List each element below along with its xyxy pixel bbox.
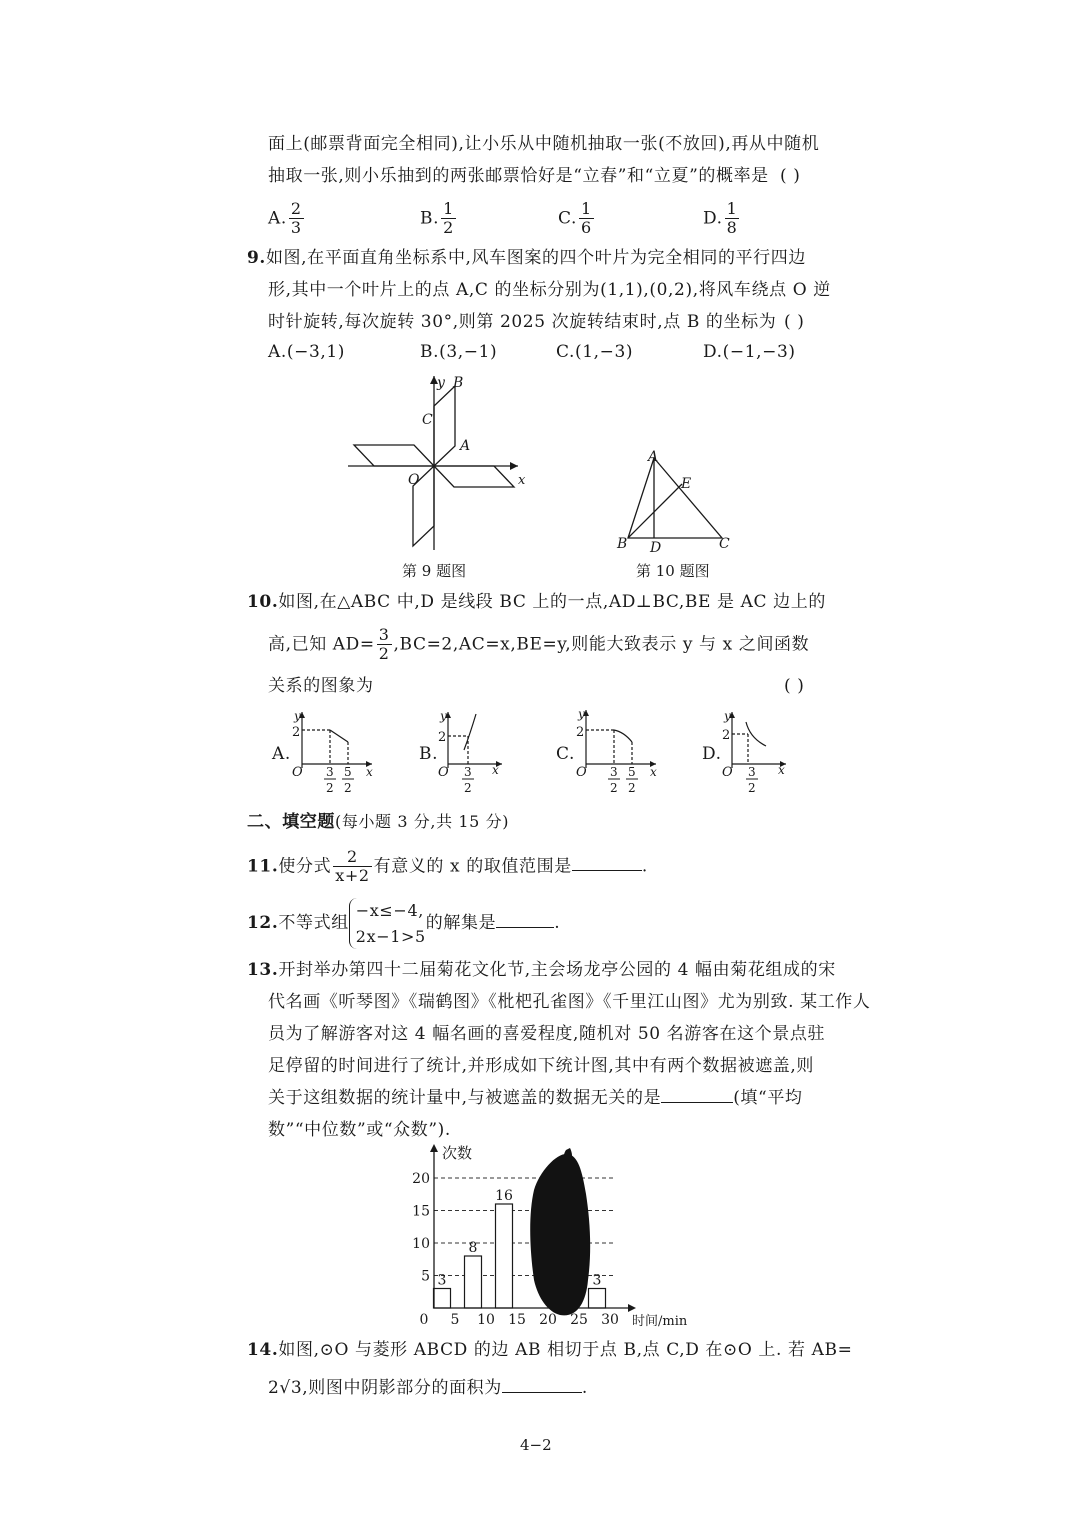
q13-text: 13.开封举办第四十二届菊花文化节,主会场龙亭公园的 4 幅由菊花组成的宋 — [247, 960, 836, 980]
chart-bar — [434, 1289, 451, 1309]
ink-blot-obscuring-bars — [530, 1154, 590, 1316]
q12-inequality-system: −x≤−4, 2x−1>5 — [349, 898, 426, 949]
svg-text:O: O — [438, 765, 449, 780]
chart-ylabel: 次数 — [442, 1144, 473, 1162]
svg-text:2: 2 — [576, 725, 585, 740]
fig9-label-b: B — [453, 375, 464, 391]
q9-option-d: D.(−1,−3) — [703, 342, 796, 362]
svg-text:O: O — [722, 765, 733, 780]
chart-xtick-label: 15 — [508, 1312, 526, 1328]
chart-bar-value-label: 8 — [468, 1240, 478, 1256]
q10-graph-a — [290, 708, 380, 798]
q10-number: 10. — [247, 592, 279, 612]
triangle-abc — [628, 458, 722, 538]
svg-text:2: 2 — [748, 781, 756, 795]
svg-text:2: 2 — [438, 730, 447, 745]
q9-option-b: B.(3,−1) — [420, 342, 498, 362]
ink-blot-drip — [564, 1148, 572, 1162]
chart-y-arrow — [430, 1144, 438, 1152]
chart-ytick-label: 20 — [412, 1171, 430, 1187]
svg-text:3: 3 — [326, 765, 334, 779]
q12-number: 12. — [247, 913, 279, 934]
q10-triangle-figure — [612, 448, 742, 558]
fig10-label-c: C — [719, 536, 730, 552]
q13-number: 13. — [247, 960, 279, 980]
q10-graph-b — [436, 708, 516, 798]
windmill-blade-left — [354, 445, 434, 466]
q10-graph-a-label: A. — [272, 744, 291, 764]
q10-graph-d-label: D. — [702, 744, 722, 764]
chart-ytick-label: 10 — [412, 1236, 430, 1252]
q13-line6: 数”“中位数”或“众数”). — [268, 1120, 451, 1140]
chart-xtick-label: 20 — [539, 1312, 557, 1328]
q11-text: 11.使分式 $\frac{2}{x+2}$ 有意义的 x 的取值范围是 . — [247, 847, 648, 886]
q10-graph-b-label: B. — [419, 744, 439, 764]
q9-line2: 形,其中一个叶片上的点 A,C 的坐标分别为(1,1),(0,2),将风车绕点 O 逆 — [268, 280, 831, 300]
q9-option-a: A.(−3,1) — [268, 342, 346, 362]
q9-number: 9. — [247, 248, 266, 268]
q8-option-a: A. $\frac{2}{3}$ — [268, 199, 302, 238]
chart-bar — [589, 1289, 606, 1309]
fig10-label-d: D — [650, 540, 662, 556]
svg-text:y: y — [724, 709, 731, 723]
fig9-label-y: y — [437, 375, 445, 391]
chart-ytick-label: 15 — [412, 1203, 430, 1220]
q10-graph-c — [574, 706, 664, 798]
fig9-label-o: O — [408, 472, 420, 488]
chart-xtick-label: 30 — [601, 1312, 619, 1328]
q9-line3: 时针旋转,每次旋转 30°,则第 2025 次旋转结束时,点 B 的坐标为 — [268, 312, 777, 332]
chart-bar-value-label: 16 — [495, 1188, 513, 1204]
fig10-label-b: B — [617, 536, 628, 552]
svg-text:O: O — [292, 765, 303, 780]
q13-line3: 员为了解游客对这 4 幅名画的喜爱程度,随机对 50 名游客在这个景点驻 — [268, 1024, 826, 1044]
q10-graph-d — [720, 708, 800, 798]
page-number: 4−2 — [520, 1436, 552, 1454]
q12-text: 12.不等式组 −x≤−4, 2x−1>5 的解集是 . — [247, 898, 560, 949]
q9-windmill-figure — [340, 370, 540, 560]
svg-text:y: y — [294, 709, 301, 723]
fig10-label-e: E — [681, 476, 692, 492]
q13-line4: 足停留的时间进行了统计,并形成如下统计图,其中有两个数据被遮盖,则 — [268, 1056, 815, 1076]
q13-line2: 代名画《听琴图》《瑞鹤图》《枇杷孔雀图》《千里江山图》尤为别致. 某工作人 — [268, 992, 871, 1012]
svg-text:3: 3 — [464, 765, 472, 779]
q8-option-b: B. $\frac{1}{2}$ — [420, 199, 454, 238]
q10-line2: 高,已知 AD= $\frac{3}{2}$ ,BC=2,AC=x,BE=y,则能大致表示 y 与 x 之间函数 — [268, 625, 810, 664]
svg-text:2: 2 — [344, 781, 352, 795]
svg-text:x: x — [650, 765, 657, 779]
q12-answer-blank[interactable] — [496, 927, 554, 928]
svg-text:O: O — [576, 765, 587, 780]
svg-text:3: 3 — [748, 765, 756, 779]
svg-text:2: 2 — [610, 781, 618, 795]
q14-text: 14.如图,⊙O 与菱形 ABCD 的边 AB 相切于点 B,点 C,D 在⊙O 上. 若 AB= — [247, 1340, 853, 1360]
windmill-blade-right — [434, 466, 514, 487]
fig10-label-a: A — [648, 449, 659, 465]
chart-xlabel: 时间/min — [632, 1314, 688, 1329]
fig9-label-c: C — [422, 412, 433, 428]
q8-line1: 面上(邮票背面完全相同),让小乐从中随机抽取一张(不放回),再从中随机 — [268, 134, 820, 154]
chart-xtick-label: 10 — [477, 1312, 495, 1328]
svg-text:x: x — [492, 763, 499, 777]
q13-line5: 关于这组数据的统计量中,与被遮盖的数据无关的是 (填“平均 — [268, 1088, 803, 1108]
q9-answer-paren: ( ) — [784, 312, 805, 332]
svg-text:2: 2 — [326, 781, 334, 795]
q8-line2: 抽取一张,则小乐抽到的两张邮票恰好是“立春”和“立夏”的概率是 — [268, 166, 769, 186]
q13-bar-chart — [400, 1140, 720, 1330]
q14-number: 14. — [247, 1340, 279, 1360]
svg-text:y: y — [440, 709, 447, 723]
q11-number: 11. — [247, 856, 279, 877]
q8-option-d: D. $\frac{1}{8}$ — [703, 199, 738, 238]
q10-graph-c-label: C. — [556, 744, 576, 764]
svg-text:2: 2 — [464, 781, 472, 795]
section2-heading: 二、填空题(每小题 3 分,共 15 分) — [247, 812, 510, 832]
svg-text:3: 3 — [610, 765, 618, 779]
fig9-label-x: x — [518, 473, 526, 488]
windmill-blade-up — [434, 386, 455, 466]
q10-answer-paren: ( ) — [784, 676, 805, 696]
chart-xtick-label: 0 — [419, 1312, 429, 1328]
svg-text:5: 5 — [628, 765, 636, 779]
svg-text:2: 2 — [628, 781, 636, 795]
q14-line2: 2√3,则图中阴影部分的面积为 . — [268, 1378, 588, 1398]
q9-figure-caption: 第 9 题图 — [402, 562, 467, 580]
x-axis-arrow — [510, 462, 518, 470]
q10-line3: 关系的图象为 — [268, 676, 374, 696]
svg-text:5: 5 — [344, 765, 352, 779]
svg-text:x: x — [778, 763, 785, 777]
chart-x-arrow — [628, 1304, 636, 1312]
fig9-label-a: A — [460, 438, 471, 454]
q13-answer-blank[interactable] — [661, 1102, 733, 1103]
svg-text:2: 2 — [292, 725, 301, 740]
chart-bar-value-label: 3 — [437, 1272, 447, 1289]
q9-option-c: C.(1,−3) — [556, 342, 634, 362]
chart-xtick-label: 25 — [570, 1312, 588, 1328]
q10-figure-caption: 第 10 题图 — [636, 562, 710, 580]
svg-text:x: x — [366, 765, 373, 779]
q9-text: 9.如图,在平面直角坐标系中,风车图案的四个叶片为完全相同的平行四边 — [247, 248, 806, 268]
q11-answer-blank[interactable] — [572, 870, 642, 871]
q10-text: 10.如图,在△ABC 中,D 是线段 BC 上的一点,AD⊥BC,BE 是 AC 边上的 — [247, 592, 826, 612]
q8-answer-paren: ( ) — [780, 166, 801, 186]
chart-bar-value-label: 3 — [592, 1272, 602, 1289]
chart-bar — [465, 1256, 482, 1308]
q14-answer-blank[interactable] — [502, 1392, 582, 1393]
svg-text:y: y — [578, 707, 585, 721]
q8-option-c: C. $\frac{1}{6}$ — [558, 199, 592, 238]
chart-xtick-label: 5 — [450, 1312, 460, 1328]
svg-text:2: 2 — [722, 728, 731, 743]
chart-ytick-label: 5 — [421, 1268, 430, 1285]
chart-bar — [496, 1204, 513, 1308]
